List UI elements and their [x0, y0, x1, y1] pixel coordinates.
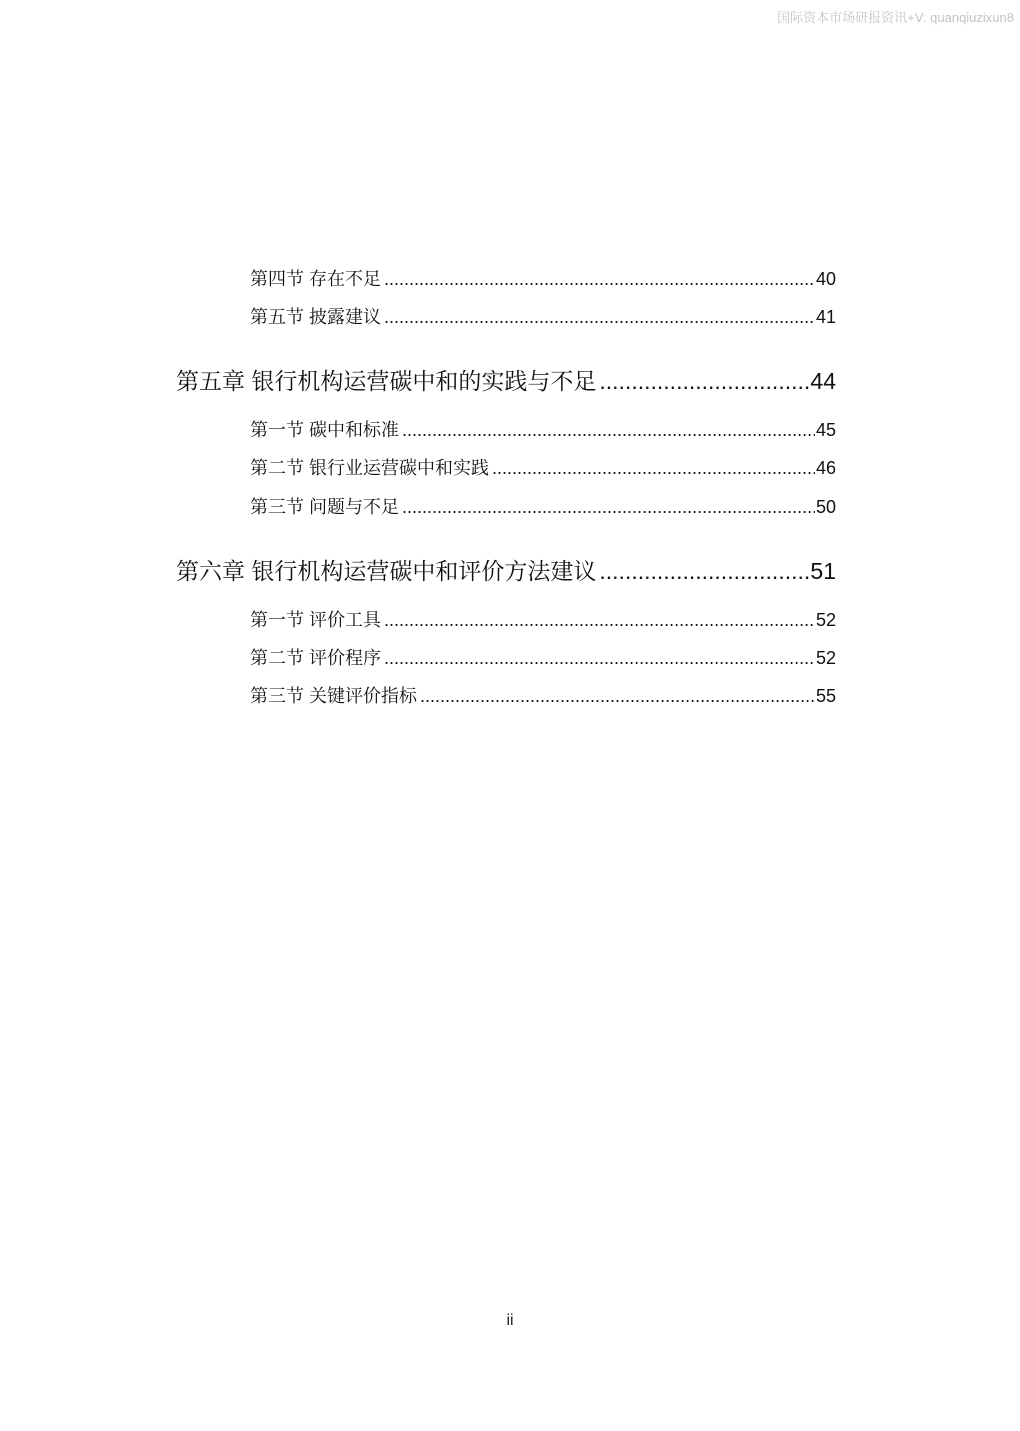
toc-entry-page: 51: [810, 558, 836, 583]
toc-entry-section[interactable]: [250, 303, 836, 327]
toc-entry-label: 第五节 披露建议: [250, 307, 382, 327]
watermark-text: 国际资本市场研报资讯+V: quanqiuzixun8: [777, 10, 1014, 25]
toc-entry-label: 第三节 关键评价指标: [250, 686, 418, 706]
toc-entry-label: 第三节 问题与不足: [250, 497, 400, 517]
page-number: ii: [506, 1312, 514, 1329]
toc-entry-section[interactable]: [250, 644, 836, 668]
toc-entry-section[interactable]: [250, 265, 836, 289]
toc-entry-page: 40: [815, 269, 836, 289]
toc-entry-label: 第五章 银行机构运营碳中和的实践与不足: [176, 368, 597, 393]
toc-entry-section[interactable]: [250, 606, 836, 630]
dot-leader: [384, 307, 815, 327]
dot-leader: [402, 420, 815, 440]
toc-entry-page: 55: [815, 686, 836, 706]
dot-leader: [384, 610, 815, 630]
toc-entry-label: 第六章 银行机构运营碳中和评价方法建议: [176, 558, 597, 583]
dot-leader: [420, 686, 815, 706]
toc-entry-label: 第一节 碳中和标准: [250, 420, 400, 440]
toc-entry-section[interactable]: [250, 454, 836, 478]
toc-entry-page: 50: [815, 497, 836, 517]
dot-leader: [492, 458, 815, 478]
toc-entry-section[interactable]: [250, 682, 836, 706]
toc-entry-page: 45: [815, 420, 836, 440]
toc-entry-label: 第二节 银行业运营碳中和实践: [250, 458, 489, 478]
dot-leader: [384, 269, 815, 289]
dot-leader: [384, 648, 815, 668]
toc-entry-page: 41: [815, 307, 836, 327]
dot-leader: [599, 368, 809, 393]
toc-entry-chapter[interactable]: [176, 553, 836, 583]
toc-entry-chapter[interactable]: [176, 363, 836, 393]
toc-entry-section[interactable]: [250, 493, 836, 517]
toc-entry-label: 第二节 评价程序: [250, 648, 382, 668]
toc-entry-page: 44: [810, 368, 836, 393]
toc-entry-page: 52: [815, 610, 836, 630]
dot-leader: [402, 497, 815, 517]
toc-entry-label: 第四节 存在不足: [250, 269, 382, 289]
toc-entry-page: 46: [815, 458, 836, 478]
toc-entry-section[interactable]: [250, 416, 836, 440]
dot-leader: [599, 558, 809, 583]
toc-entry-page: 52: [815, 648, 836, 668]
toc-entry-label: 第一节 评价工具: [250, 610, 382, 630]
